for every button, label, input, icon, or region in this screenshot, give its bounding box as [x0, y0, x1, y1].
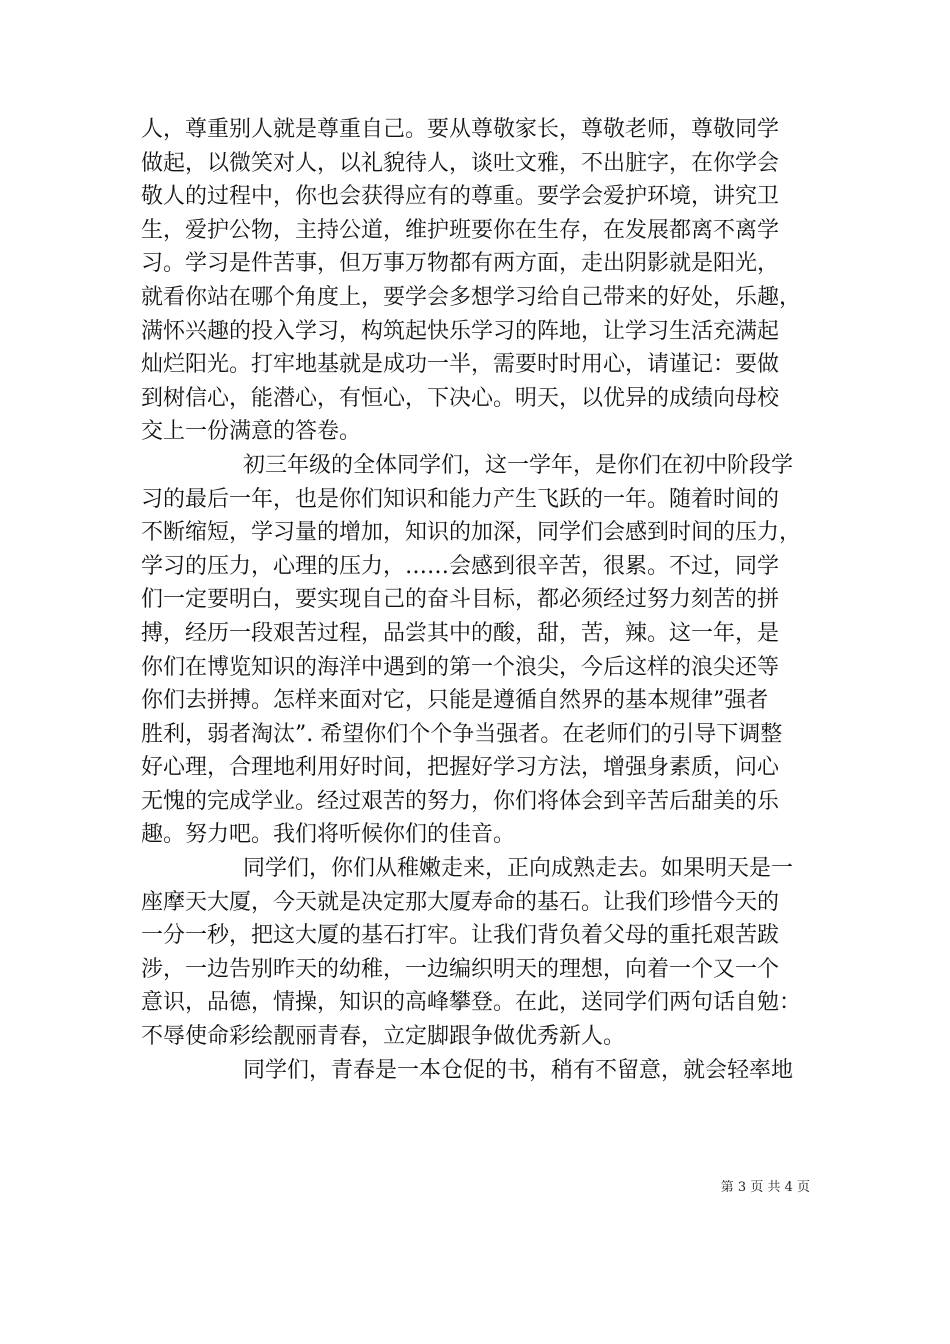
text-line: 你们去拼搏。怎样来面对它，只能是遵循自然界的基本规律”强者 [141, 688, 769, 714]
text-line: 敬人的过程中，你也会获得应有的尊重。要学会爱护环境，讲究卫 [141, 184, 780, 210]
text-line: 好心理，合理地利用好时间，把握好学习方法，增强身素质，问心 [141, 755, 780, 781]
text-line: 座摩天大厦，今天就是决定那大厦寿命的基石。让我们珍惜今天的 [141, 889, 780, 915]
text-line: 搏，经历一段艰苦过程，品尝其中的酸，甜，苦，辣。这一年，是 [141, 620, 780, 646]
text-line: 趣。努力吧。我们将听候你们的佳音。 [141, 822, 516, 848]
text-line: 学习的压力，心理的压力，……会感到很辛苦，很累。不过，同学 [141, 553, 780, 579]
paragraph [141, 852, 821, 1054]
text-line: 们一定要明白，要实现自己的奋斗目标，都必须经过努力刻苦的拼 [141, 587, 780, 613]
text-line: 习。学习是件苦事，但万事万物都有两方面，走出阴影就是阳光， [141, 251, 780, 277]
text-line: 你们在博览知识的海洋中遇到的第一个浪尖，今后这样的浪尖还等 [141, 654, 780, 680]
text-line: 同学们，你们从稚嫩走来，正向成熟走去。如果明天是一 [243, 856, 794, 882]
text-line: 灿烂阳光。打牢地基就是成功一半，需要时时用心，请谨记：要做 [141, 352, 780, 378]
text-line: 交上一份满意的答卷。 [141, 419, 362, 445]
text-line: 意识，品德，情操，知识的高峰攀登。在此，送同学们两句话自勉： [141, 990, 802, 1016]
text-line: 到树信心，能潜心，有恒心，下决心。明天，以优异的成绩向母校 [141, 385, 780, 411]
text-line: 初三年级的全体同学们，这一学年，是你们在初中阶段学 [243, 452, 794, 478]
paragraph [141, 449, 821, 852]
text-line: 同学们，青春是一本仓促的书，稍有不留意，就会轻率地 [243, 1057, 794, 1083]
page-number: 第 3 页 共 4 页 [720, 1180, 810, 1195]
paragraph [141, 113, 821, 449]
text-line: 做起，以微笑对人，以礼貌待人，谈吐文雅，不出脏字，在你学会 [141, 150, 780, 176]
text-line: 习的最后一年，也是你们知识和能力产生飞跃的一年。随着时间的 [141, 486, 780, 512]
text-line: 满怀兴趣的投入学习，构筑起快乐学习的阵地，让学习生活充满起 [141, 318, 780, 344]
text-line: 无愧的完成学业。经过艰苦的努力，你们将体会到辛苦后甜美的乐 [141, 788, 780, 814]
text-line: 生，爱护公物，主持公道，维护班要你在生存，在发展都离不离学 [141, 217, 780, 243]
paragraph [141, 1054, 821, 1088]
text-line: 胜利，弱者淘汰”. 希望你们个个争当强者。在老师们的引导下调整 [141, 721, 783, 747]
text-line: 不辱使命彩绘靓丽青春，立定脚跟争做优秀新人。 [141, 1024, 626, 1050]
text-line: 就看你站在哪个角度上，要学会多想学习给自己带来的好处，乐趣， [141, 284, 802, 310]
body-text [141, 113, 821, 1087]
text-line: 人，尊重别人就是尊重自己。要从尊敬家长，尊敬老师，尊敬同学 [141, 117, 780, 142]
text-line: 涉，一边告别昨天的幼稚，一边编织明天的理想，向着一个又一个 [141, 956, 780, 982]
text-line: 不断缩短，学习量的增加，知识的加深，同学们会感到时间的压力， [141, 520, 802, 546]
text-line: 一分一秒，把这大厦的基石打牢。让我们背负着父母的重托艰苦跋 [141, 923, 780, 949]
